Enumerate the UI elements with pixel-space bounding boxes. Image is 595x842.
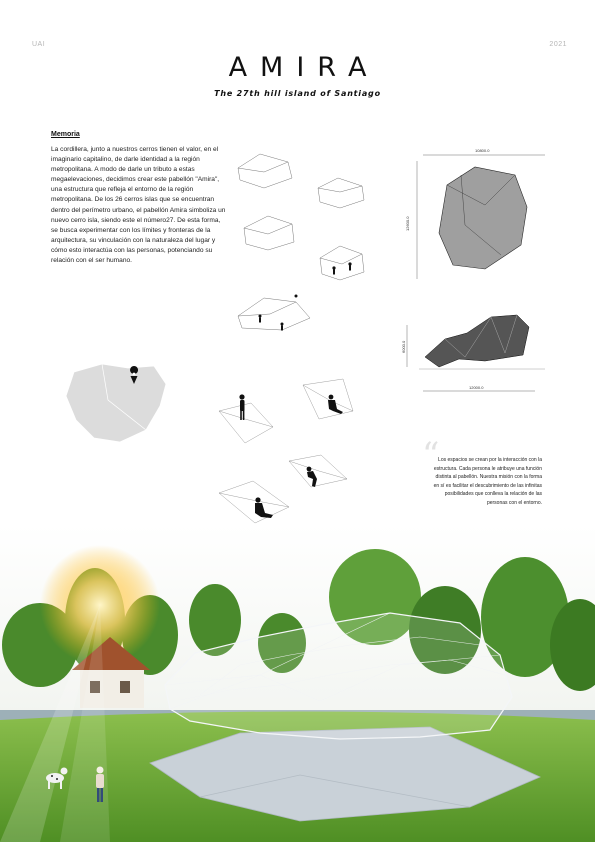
plan-height-label: 12600.0	[405, 216, 410, 231]
plan-drawing	[405, 145, 555, 290]
elevation-height-label: 6000.0	[401, 340, 406, 353]
page-title: AMIRA	[228, 52, 380, 83]
concept-quote: Los espacios se crean por la interacción con la estructura. Cada persona le atribuye una función distinta al pabellón. Nuestra misión con la forma en sí es facilitar el descubrimiento de las infinitas posibilidades que conlleva la relación de las personas con el entorno.	[433, 457, 542, 506]
school-label: UAI	[32, 41, 46, 48]
santiago-map	[62, 360, 172, 450]
page-subtitle: The 27th hill island of Santiago	[214, 89, 381, 98]
plan-width-label: 10800.0	[475, 148, 490, 153]
interaction-studies	[215, 375, 370, 535]
hero-render	[0, 525, 595, 842]
memoria-text: La cordillera, junto a nuestros cerros tienen el valor, en el imaginario capitalino, de darle identidad a la región metropolitana. A modo de darle un tributo a estas megaelevaciones, decidimos crear este pabellón "Amira", una estructura que refleja el entorno de la región metropolitana. De los 26 cerros islas que se encuentran dentro del perímetro urbano, el pabellón Amira simboliza un nuevo cerro isla, siendo este el número27. De esta forma, se busca experimentar con los límites y fronteras de la arquitectura, su vinculación con la naturaleza del lugar y cómo esto interactúa con las personas, potenciando su relación con el ser humano.	[51, 146, 226, 265]
elevation-width-label: 12000.0	[469, 385, 484, 390]
memoria-heading: Memoria	[51, 131, 80, 138]
elevation-drawing	[401, 305, 555, 400]
year-label: 2021	[549, 41, 567, 48]
quote-mark-icon: “	[422, 435, 440, 475]
axonometric-studies	[230, 150, 390, 340]
